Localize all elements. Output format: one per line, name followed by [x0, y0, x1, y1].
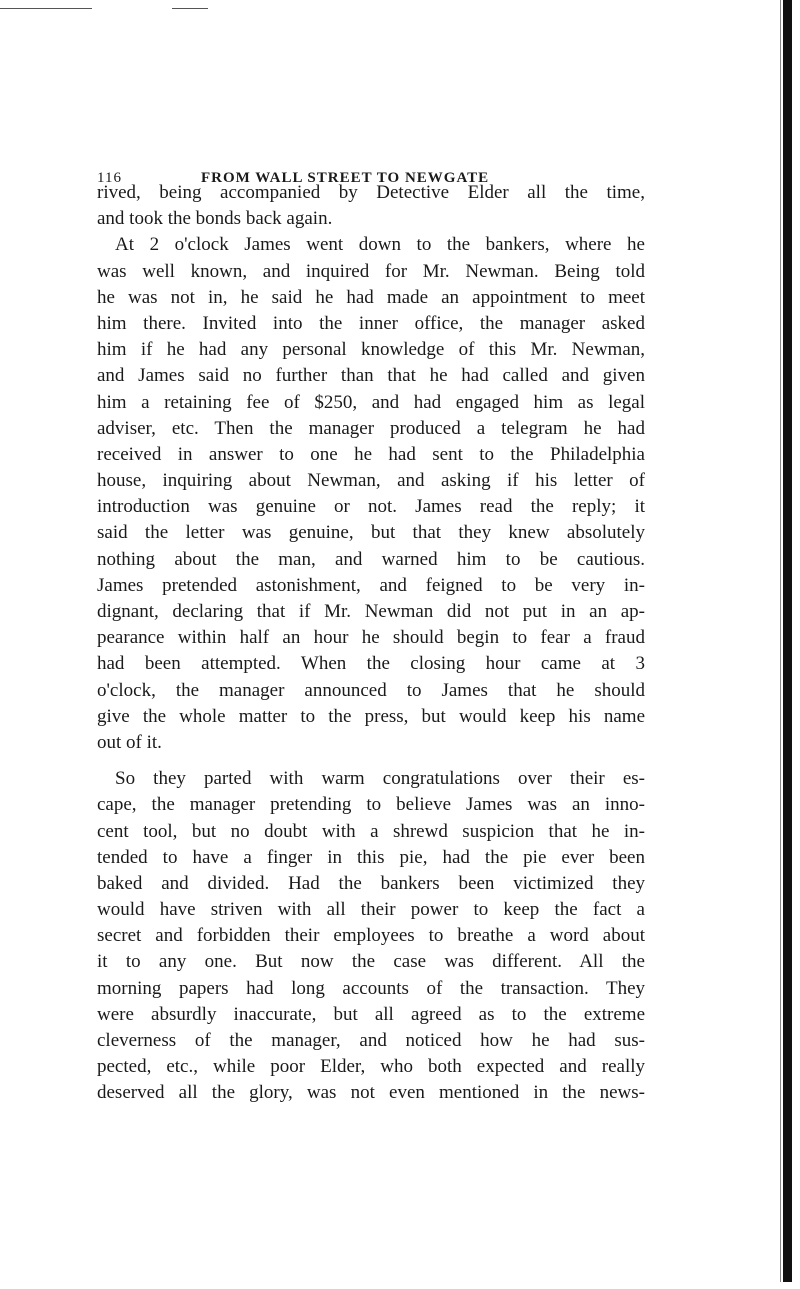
- page-edge: [783, 0, 792, 1282]
- running-title: FROM WALL STREET TO NEWGATE: [201, 170, 490, 186]
- text-line: had been attempted. When the closing hour came at 3: [97, 653, 645, 675]
- text-line: rived, being accompanied by Detective Elder all the time,: [97, 182, 645, 203]
- page-number: 116: [97, 170, 122, 186]
- page-edge-shadow: [780, 0, 781, 1282]
- text-line: him if he had any personal knowledge of this Mr. Newman,: [97, 339, 645, 361]
- paragraph: [97, 232, 645, 756]
- text-line: give the whole matter to the press, but would keep his name: [97, 705, 645, 727]
- text-line: him a retaining fee of $250, and had engaged him as legal: [97, 391, 645, 413]
- text-line: secret and forbidden their employees to breathe a word about: [97, 925, 645, 947]
- text-line: morning papers had long accounts of the transaction. They: [97, 977, 645, 999]
- text-line: he was not in, he said he had made an appointment to meet: [97, 286, 645, 308]
- text-line: was well known, and inquired for Mr. Newman. Being told: [97, 260, 645, 282]
- text-line: tended to have a finger in this pie, had the pie ever been: [97, 846, 645, 868]
- body-text: [97, 180, 645, 1107]
- text-line: So they parted with warm congratulations over their es-: [115, 768, 645, 790]
- text-line: adviser, etc. Then the manager produced a telegram he had: [97, 417, 645, 439]
- paragraph: [97, 180, 645, 232]
- text-line: James pretended astonishment, and feigned to be very in-: [97, 574, 645, 596]
- text-line: dignant, declaring that if Mr. Newman did not put in an ap-: [97, 601, 645, 622]
- text-line: would have striven with all their power to keep the fact a: [97, 899, 645, 921]
- scan-mark: [172, 8, 208, 9]
- text-line: o'clock, the manager announced to James that he should: [97, 679, 645, 701]
- text-line: house, inquiring about Newman, and asking if his letter of: [97, 470, 645, 492]
- text-line: cleverness of the manager, and noticed how he had sus-: [97, 1030, 645, 1051]
- text-line: him there. Invited into the inner office, the manager asked: [97, 312, 645, 334]
- text-line: pected, etc., while poor Elder, who both expected and really: [97, 1056, 645, 1078]
- text-line: baked and divided. Had the bankers been victimized they: [97, 872, 645, 894]
- paragraph-gap: [97, 756, 645, 766]
- text-line: were absurdly inaccurate, but all agreed as to the extreme: [97, 1003, 645, 1025]
- text-line: and took the bonds back again.: [97, 208, 333, 230]
- text-line: deserved all the glory, was not even mentioned in the news-: [97, 1082, 645, 1104]
- text-line: and James said no further than that he had called and given: [97, 365, 645, 387]
- scan-mark: [0, 8, 92, 9]
- text-line: it to any one. But now the case was different. All the: [97, 951, 645, 973]
- text-line: pearance within half an hour he should begin to fear a fraud: [97, 627, 645, 649]
- text-line: received in answer to one he had sent to the Philadelphia: [97, 443, 645, 465]
- text-line: At 2 o'clock James went down to the bankers, where he: [115, 234, 645, 256]
- text-line: nothing about the man, and warned him to be cautious.: [97, 548, 645, 570]
- text-line: out of it.: [97, 731, 162, 753]
- text-line: said the letter was genuine, but that they knew absolutely: [97, 522, 645, 544]
- text-line: cent tool, but no doubt with a shrewd suspicion that he in-: [97, 820, 645, 842]
- text-line: introduction was genuine or not. James read the reply; it: [97, 496, 645, 518]
- paragraph: [97, 766, 645, 1106]
- text-line: cape, the manager pretending to believe James was an inno-: [97, 794, 645, 816]
